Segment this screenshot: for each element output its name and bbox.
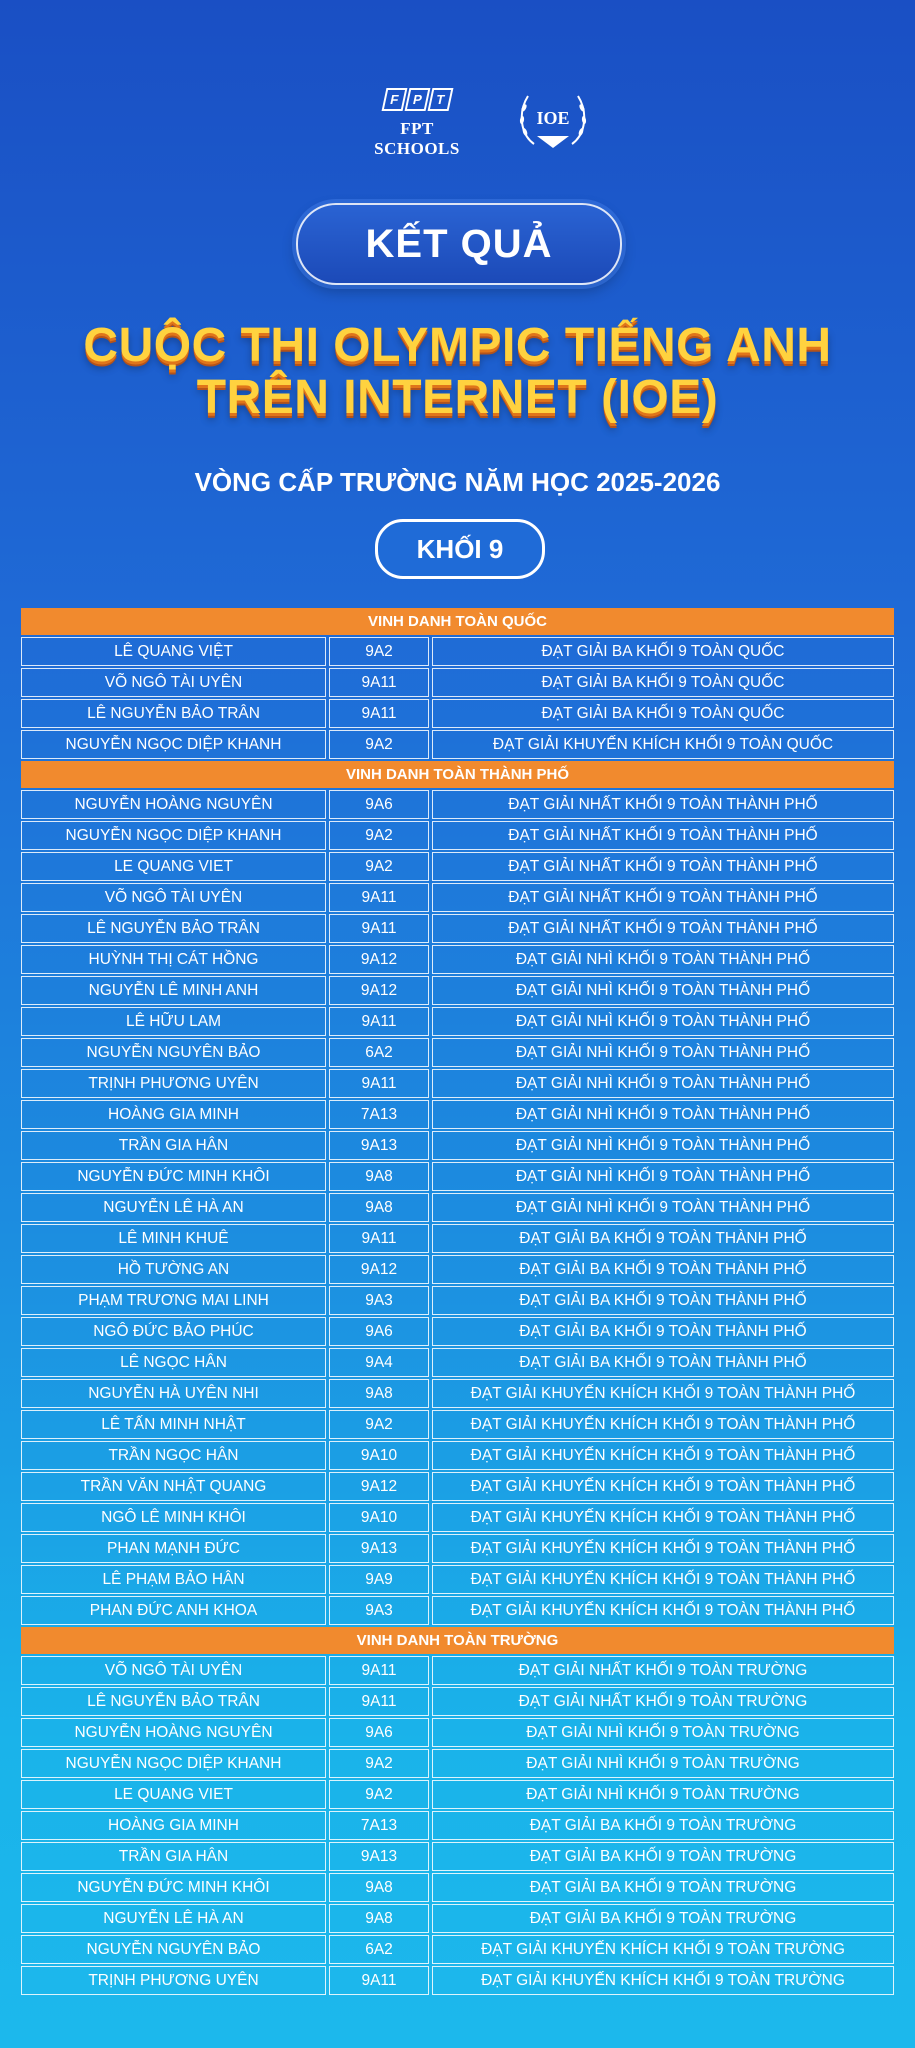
student-name-cell: NGUYỄN NGỌC DIỆP KHANH (21, 730, 326, 759)
table-row (21, 852, 894, 881)
award-cell: ĐẠT GIẢI NHẤT KHỐI 9 TOÀN TRƯỜNG (432, 1687, 894, 1716)
class-cell: 9A11 (329, 1687, 429, 1716)
class-cell: 9A8 (329, 1873, 429, 1902)
student-name-cell: VÕ NGÔ TÀI UYÊN (21, 668, 326, 697)
award-cell: ĐẠT GIẢI BA KHỐI 9 TOÀN TRƯỜNG (432, 1873, 894, 1902)
class-cell: 9A2 (329, 730, 429, 759)
award-cell: ĐẠT GIẢI BA KHỐI 9 TOÀN THÀNH PHỐ (432, 1224, 894, 1253)
table-row (21, 883, 894, 912)
table-row (21, 1007, 894, 1036)
award-cell: ĐẠT GIẢI NHẤT KHỐI 9 TOÀN THÀNH PHỐ (432, 883, 894, 912)
section-header: VINH DANH TOÀN TRƯỜNG (21, 1627, 894, 1654)
award-cell: ĐẠT GIẢI NHÌ KHỐI 9 TOÀN TRƯỜNG (432, 1780, 894, 1809)
student-name-cell: LÊ NGỌC HÂN (21, 1348, 326, 1377)
results-table (21, 606, 894, 1997)
class-cell: 9A2 (329, 637, 429, 666)
award-cell: ĐẠT GIẢI BA KHỐI 9 TOÀN THÀNH PHỐ (432, 1286, 894, 1315)
class-cell: 6A2 (329, 1038, 429, 1067)
student-name-cell: NGUYỄN NGỌC DIỆP KHANH (21, 1749, 326, 1778)
award-cell: ĐẠT GIẢI BA KHỐI 9 TOÀN THÀNH PHỐ (432, 1255, 894, 1284)
fpt-schools-logo (362, 88, 472, 159)
table-row (21, 1935, 894, 1964)
award-cell: ĐẠT GIẢI NHẤT KHỐI 9 TOÀN THÀNH PHỐ (432, 790, 894, 819)
award-cell: ĐẠT GIẢI KHUYẾN KHÍCH KHỐI 9 TOÀN THÀNH PHỐ (432, 1379, 894, 1408)
award-cell: ĐẠT GIẢI BA KHỐI 9 TOÀN QUỐC (432, 668, 894, 697)
table-row (21, 1904, 894, 1933)
student-name-cell: TRẦN NGỌC HÂN (21, 1441, 326, 1470)
student-name-cell: HỒ TƯỜNG AN (21, 1255, 326, 1284)
class-cell: 9A11 (329, 1224, 429, 1253)
student-name-cell: LÊ MINH KHUÊ (21, 1224, 326, 1253)
student-name-cell: TRỊNH PHƯƠNG UYÊN (21, 1069, 326, 1098)
table-row (21, 1718, 894, 1747)
class-cell: 9A11 (329, 883, 429, 912)
logo-bar (0, 78, 915, 168)
class-cell: 9A2 (329, 1410, 429, 1439)
student-name-cell: NGUYỄN ĐỨC MINH KHÔI (21, 1873, 326, 1902)
award-cell: ĐẠT GIẢI KHUYẾN KHÍCH KHỐI 9 TOÀN QUỐC (432, 730, 894, 759)
table-row (21, 1100, 894, 1129)
award-cell: ĐẠT GIẢI KHUYẾN KHÍCH KHỐI 9 TOÀN THÀNH PHỐ (432, 1503, 894, 1532)
award-cell: ĐẠT GIẢI BA KHỐI 9 TOÀN TRƯỜNG (432, 1842, 894, 1871)
award-cell: ĐẠT GIẢI NHÌ KHỐI 9 TOÀN THÀNH PHỐ (432, 1193, 894, 1222)
fpt-letter-p: P (404, 88, 430, 111)
student-name-cell: TRẦN GIA HÂN (21, 1842, 326, 1871)
award-cell: ĐẠT GIẢI KHUYẾN KHÍCH KHỐI 9 TOÀN THÀNH PHỐ (432, 1565, 894, 1594)
student-name-cell: LÊ HỮU LAM (21, 1007, 326, 1036)
table-row (21, 1131, 894, 1160)
class-cell: 9A6 (329, 1317, 429, 1346)
student-name-cell: NGUYỄN HOÀNG NGUYÊN (21, 790, 326, 819)
class-cell: 9A2 (329, 1780, 429, 1809)
class-cell: 9A11 (329, 699, 429, 728)
student-name-cell: LÊ TẤN MINH NHẬT (21, 1410, 326, 1439)
table-row (21, 1811, 894, 1840)
table-row (21, 790, 894, 819)
student-name-cell: NGUYỄN HÀ UYÊN NHI (21, 1379, 326, 1408)
table-row (21, 1410, 894, 1439)
class-cell: 9A13 (329, 1131, 429, 1160)
award-cell: ĐẠT GIẢI NHẤT KHỐI 9 TOÀN THÀNH PHỐ (432, 821, 894, 850)
class-cell: 9A10 (329, 1503, 429, 1532)
class-cell: 9A8 (329, 1162, 429, 1191)
award-cell: ĐẠT GIẢI KHUYẾN KHÍCH KHỐI 9 TOÀN THÀNH PHỐ (432, 1472, 894, 1501)
class-cell: 9A11 (329, 1966, 429, 1995)
table-row (21, 1379, 894, 1408)
class-cell: 9A3 (329, 1596, 429, 1625)
table-row (21, 1472, 894, 1501)
table-row (21, 1873, 894, 1902)
award-cell: ĐẠT GIẢI BA KHỐI 9 TOÀN TRƯỜNG (432, 1904, 894, 1933)
student-name-cell: NGUYỄN NGỌC DIỆP KHANH (21, 821, 326, 850)
class-cell: 9A11 (329, 914, 429, 943)
table-row (21, 637, 894, 666)
student-name-cell: HUỲNH THỊ CÁT HỒNG (21, 945, 326, 974)
table-row (21, 821, 894, 850)
table-row (21, 1656, 894, 1685)
award-cell: ĐẠT GIẢI NHẤT KHỐI 9 TOÀN TRƯỜNG (432, 1656, 894, 1685)
student-name-cell: NGUYỄN NGUYÊN BẢO (21, 1935, 326, 1964)
student-name-cell: NGUYỄN LÊ MINH ANH (21, 976, 326, 1005)
section-header: VINH DANH TOÀN QUỐC (21, 608, 894, 635)
award-cell: ĐẠT GIẢI KHUYẾN KHÍCH KHỐI 9 TOÀN TRƯỜNG (432, 1966, 894, 1995)
student-name-cell: NGÔ ĐỨC BẢO PHÚC (21, 1317, 326, 1346)
table-row (21, 1687, 894, 1716)
table-row (21, 730, 894, 759)
class-cell: 9A8 (329, 1379, 429, 1408)
fpt-logo-mark (362, 88, 472, 111)
student-name-cell: LÊ QUANG VIỆT (21, 637, 326, 666)
student-name-cell: LÊ NGUYỄN BẢO TRÂN (21, 914, 326, 943)
student-name-cell: NGUYỄN LÊ HÀ AN (21, 1193, 326, 1222)
table-row (21, 668, 894, 697)
title-line-1: CUỘC THI OLYMPIC TIẾNG ANH (83, 319, 832, 372)
class-cell: 9A12 (329, 976, 429, 1005)
student-name-cell: NGUYỄN HOÀNG NGUYÊN (21, 1718, 326, 1747)
student-name-cell: VÕ NGÔ TÀI UYÊN (21, 1656, 326, 1685)
award-cell: ĐẠT GIẢI BA KHỐI 9 TOÀN THÀNH PHỐ (432, 1348, 894, 1377)
result-heading: KẾT QUẢ (296, 203, 622, 285)
award-cell: ĐẠT GIẢI KHUYẾN KHÍCH KHỐI 9 TOÀN TRƯỜNG (432, 1935, 894, 1964)
table-row (21, 699, 894, 728)
award-cell: ĐẠT GIẢI KHUYẾN KHÍCH KHỐI 9 TOÀN THÀNH PHỐ (432, 1534, 894, 1563)
award-cell: ĐẠT GIẢI NHÌ KHỐI 9 TOÀN THÀNH PHỐ (432, 1162, 894, 1191)
table-row (21, 1749, 894, 1778)
fpt-letter-t: T (427, 88, 453, 111)
table-row (21, 1441, 894, 1470)
grade-badge: KHỐI 9 (375, 519, 545, 579)
table-row (21, 1966, 894, 1995)
award-cell: ĐẠT GIẢI NHÌ KHỐI 9 TOÀN THÀNH PHỐ (432, 1007, 894, 1036)
class-cell: 9A6 (329, 790, 429, 819)
class-cell: 9A6 (329, 1718, 429, 1747)
class-cell: 9A8 (329, 1904, 429, 1933)
table-row (21, 1038, 894, 1067)
table-row (21, 976, 894, 1005)
award-cell: ĐẠT GIẢI BA KHỐI 9 TOÀN THÀNH PHỐ (432, 1317, 894, 1346)
student-name-cell: NGÔ LÊ MINH KHÔI (21, 1503, 326, 1532)
student-name-cell: LE QUANG VIET (21, 1780, 326, 1809)
table-row (21, 1286, 894, 1315)
award-cell: ĐẠT GIẢI NHẤT KHỐI 9 TOÀN THÀNH PHỐ (432, 852, 894, 881)
student-name-cell: HOÀNG GIA MINH (21, 1811, 326, 1840)
student-name-cell: LÊ NGUYỄN BẢO TRÂN (21, 699, 326, 728)
fpt-letter-f: F (381, 88, 407, 111)
class-cell: 9A3 (329, 1286, 429, 1315)
student-name-cell: NGUYỄN ĐỨC MINH KHÔI (21, 1162, 326, 1191)
class-cell: 9A2 (329, 1749, 429, 1778)
award-cell: ĐẠT GIẢI NHÌ KHỐI 9 TOÀN THÀNH PHỐ (432, 1038, 894, 1067)
class-cell: 9A11 (329, 1069, 429, 1098)
award-cell: ĐẠT GIẢI NHÌ KHỐI 9 TOÀN TRƯỜNG (432, 1749, 894, 1778)
class-cell: 9A10 (329, 1441, 429, 1470)
class-cell: 9A4 (329, 1348, 429, 1377)
table-row (21, 1596, 894, 1625)
table-row (21, 1255, 894, 1284)
student-name-cell: NGUYỄN NGUYÊN BẢO (21, 1038, 326, 1067)
table-row (21, 1317, 894, 1346)
table-row (21, 914, 894, 943)
class-cell: 9A8 (329, 1193, 429, 1222)
award-cell: ĐẠT GIẢI BA KHỐI 9 TOÀN QUỐC (432, 637, 894, 666)
ioe-logo-icon (512, 78, 594, 160)
table-row (21, 1842, 894, 1871)
student-name-cell: NGUYỄN LÊ HÀ AN (21, 1904, 326, 1933)
class-cell: 9A13 (329, 1534, 429, 1563)
table-row (21, 1224, 894, 1253)
student-name-cell: VÕ NGÔ TÀI UYÊN (21, 883, 326, 912)
class-cell: 9A2 (329, 852, 429, 881)
award-cell: ĐẠT GIẢI NHÌ KHỐI 9 TOÀN THÀNH PHỐ (432, 976, 894, 1005)
class-cell: 9A12 (329, 1472, 429, 1501)
school-name: FPT SCHOOLS (374, 119, 460, 158)
award-cell: ĐẠT GIẢI BA KHỐI 9 TOÀN TRƯỜNG (432, 1811, 894, 1840)
award-cell: ĐẠT GIẢI KHUYẾN KHÍCH KHỐI 9 TOÀN THÀNH PHỐ (432, 1596, 894, 1625)
class-cell: 9A12 (329, 945, 429, 974)
award-cell: ĐẠT GIẢI NHÌ KHỐI 9 TOÀN TRƯỜNG (432, 1718, 894, 1747)
class-cell: 9A12 (329, 1255, 429, 1284)
class-cell: 9A2 (329, 821, 429, 850)
award-cell: ĐẠT GIẢI NHÌ KHỐI 9 TOÀN THÀNH PHỐ (432, 1131, 894, 1160)
table-row (21, 1193, 894, 1222)
class-cell: 9A11 (329, 1007, 429, 1036)
table-row (21, 1162, 894, 1191)
award-cell: ĐẠT GIẢI NHÌ KHỐI 9 TOÀN THÀNH PHỐ (432, 1069, 894, 1098)
class-cell: 7A13 (329, 1811, 429, 1840)
table-row (21, 945, 894, 974)
award-cell: ĐẠT GIẢI KHUYẾN KHÍCH KHỐI 9 TOÀN THÀNH PHỐ (432, 1410, 894, 1439)
table-row (21, 1780, 894, 1809)
award-cell: ĐẠT GIẢI NHÌ KHỐI 9 TOÀN THÀNH PHỐ (432, 1100, 894, 1129)
class-cell: 9A9 (329, 1565, 429, 1594)
class-cell: 6A2 (329, 1935, 429, 1964)
student-name-cell: TRẦN GIA HÂN (21, 1131, 326, 1160)
table-row (21, 1069, 894, 1098)
student-name-cell: LÊ PHẠM BẢO HÂN (21, 1565, 326, 1594)
class-cell: 9A11 (329, 668, 429, 697)
table-row (21, 1348, 894, 1377)
award-cell: ĐẠT GIẢI BA KHỐI 9 TOÀN QUỐC (432, 699, 894, 728)
award-cell: ĐẠT GIẢI NHẤT KHỐI 9 TOÀN THÀNH PHỐ (432, 914, 894, 943)
table-row (21, 1534, 894, 1563)
student-name-cell: PHAN MẠNH ĐỨC (21, 1534, 326, 1563)
student-name-cell: PHẠM TRƯƠNG MAI LINH (21, 1286, 326, 1315)
student-name-cell: PHAN ĐỨC ANH KHOA (21, 1596, 326, 1625)
student-name-cell: HOÀNG GIA MINH (21, 1100, 326, 1129)
round-subtitle: VÒNG CẤP TRƯỜNG NĂM HỌC 2025-2026 (194, 467, 721, 497)
ioe-logo-text: IOE (536, 108, 570, 128)
table-row (21, 1565, 894, 1594)
student-name-cell: LE QUANG VIET (21, 852, 326, 881)
student-name-cell: TRỊNH PHƯƠNG UYÊN (21, 1966, 326, 1995)
award-cell: ĐẠT GIẢI NHÌ KHỐI 9 TOÀN THÀNH PHỐ (432, 945, 894, 974)
table-row (21, 1503, 894, 1532)
section-header: VINH DANH TOÀN THÀNH PHỐ (21, 761, 894, 788)
class-cell: 7A13 (329, 1100, 429, 1129)
class-cell: 9A11 (329, 1656, 429, 1685)
title-line-2: TRÊN INTERNET (IOE) (196, 371, 719, 424)
class-cell: 9A13 (329, 1842, 429, 1871)
student-name-cell: TRẦN VĂN NHẬT QUANG (21, 1472, 326, 1501)
award-cell: ĐẠT GIẢI KHUYẾN KHÍCH KHỐI 9 TOÀN THÀNH PHỐ (432, 1441, 894, 1470)
student-name-cell: LÊ NGUYỄN BẢO TRÂN (21, 1687, 326, 1716)
